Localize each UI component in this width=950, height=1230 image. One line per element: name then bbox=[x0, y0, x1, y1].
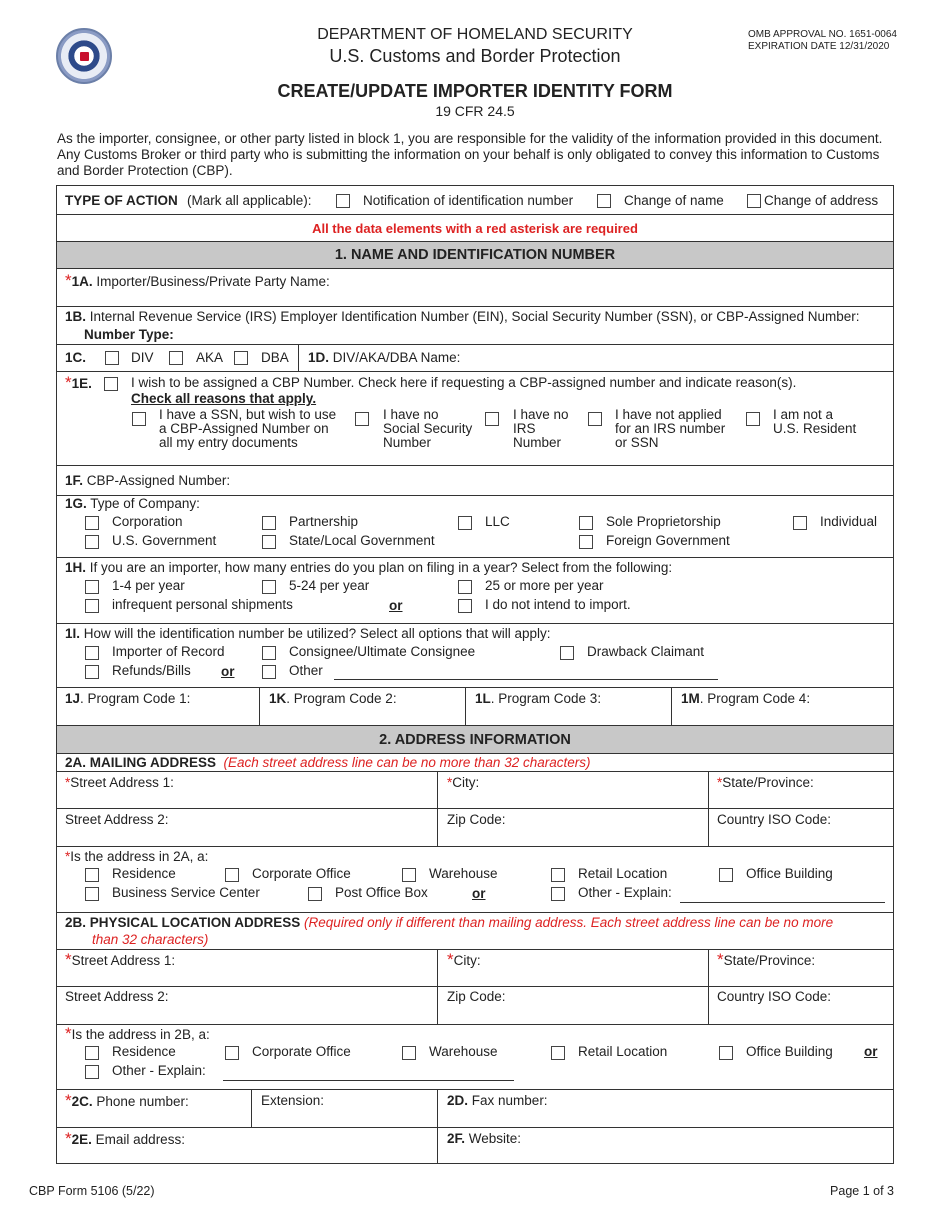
sole-proprietorship-label: Sole Proprietorship bbox=[606, 514, 721, 529]
infrequent-checkbox[interactable] bbox=[85, 599, 99, 613]
divider bbox=[437, 809, 438, 846]
aka-checkbox[interactable] bbox=[169, 351, 183, 365]
other-use-input[interactable] bbox=[334, 679, 718, 680]
field-2f-text: Website: bbox=[468, 1131, 522, 1146]
div-label: DIV bbox=[131, 350, 154, 365]
mailing-address-title: 2A. MAILING ADDRESS bbox=[65, 755, 217, 770]
entries-25-plus-checkbox[interactable] bbox=[458, 580, 472, 594]
expiration-date: EXPIRATION DATE 12/31/2020 bbox=[748, 41, 890, 52]
office-building-2b-label: Office Building bbox=[746, 1044, 833, 1059]
refunds-bills-checkbox[interactable] bbox=[85, 665, 99, 679]
physical-address-type bbox=[57, 1025, 893, 1090]
warehouse-label: Warehouse bbox=[429, 866, 498, 881]
reason-ssn-line: all my entry documents bbox=[159, 435, 298, 450]
reason-not-applied-line: I have not applied bbox=[615, 407, 722, 422]
llc-label: LLC bbox=[485, 514, 510, 529]
us-government-checkbox[interactable] bbox=[85, 535, 99, 549]
field-1k-text: . Program Code 2: bbox=[286, 691, 397, 706]
infrequent-label: infrequent personal shipments bbox=[112, 597, 293, 612]
entries-5-24-checkbox[interactable] bbox=[262, 580, 276, 594]
physical-city[interactable] bbox=[447, 950, 481, 969]
reason-no-irs-line: Number bbox=[513, 435, 562, 450]
reason-not-resident-label bbox=[773, 408, 856, 436]
field-1h bbox=[57, 558, 893, 624]
physical-address-note: than 32 characters) bbox=[92, 932, 209, 947]
retail-location-2b-label: Retail Location bbox=[578, 1044, 668, 1059]
no-import-checkbox[interactable] bbox=[458, 599, 472, 613]
field-1m-text: . Program Code 4: bbox=[699, 691, 811, 706]
divider bbox=[708, 950, 709, 986]
physical-street-1[interactable] bbox=[65, 950, 176, 969]
phone-field[interactable] bbox=[65, 1091, 189, 1110]
partnership-checkbox[interactable] bbox=[262, 516, 276, 530]
reason-not-resident-line: I am not a bbox=[773, 407, 834, 422]
required-asterisk: * bbox=[447, 775, 453, 790]
divider bbox=[437, 1090, 438, 1127]
physical-address-note: (Required only if different than mailing address. Each street address line can be no more bbox=[304, 915, 834, 930]
required-asterisk: * bbox=[65, 271, 72, 290]
extension-field[interactable]: Extension: bbox=[261, 1093, 325, 1108]
program-code-2[interactable] bbox=[269, 691, 397, 706]
required-asterisk: * bbox=[65, 775, 71, 790]
other-explain-checkbox[interactable] bbox=[551, 887, 565, 901]
divider bbox=[437, 1128, 438, 1164]
other-explain-2b-label: Other - Explain: bbox=[112, 1063, 206, 1078]
office-building-label: Office Building bbox=[746, 866, 833, 881]
reason-ssn-label bbox=[159, 408, 336, 450]
field-1l-code: 1L bbox=[475, 691, 491, 706]
change-name-label: Change of name bbox=[624, 193, 724, 208]
field-1b-code: 1B. bbox=[65, 309, 87, 324]
check-all-reasons: Check all reasons that apply. bbox=[131, 391, 317, 406]
email-website-row bbox=[57, 1128, 893, 1164]
reason-ssn-line: I have a SSN, but wish to use bbox=[159, 407, 337, 422]
residence-2b-label: Residence bbox=[112, 1044, 176, 1059]
mailing-state-label: State/Province: bbox=[722, 775, 814, 790]
type-of-action-row bbox=[57, 186, 893, 215]
reason-no-ssn-line: Social Security bbox=[383, 421, 473, 436]
drawback-label: Drawback Claimant bbox=[587, 644, 705, 659]
state-local-government-label: State/Local Government bbox=[289, 533, 435, 548]
field-1f-code: 1F. bbox=[65, 473, 84, 488]
reason-not-resident-line: U.S. Resident bbox=[773, 421, 857, 436]
residence-checkbox[interactable] bbox=[85, 868, 99, 882]
reason-no-irs-line: I have no bbox=[513, 407, 569, 422]
field-1e-code: 1E. bbox=[71, 376, 92, 391]
or-label: or bbox=[864, 1044, 878, 1059]
consignee-checkbox[interactable] bbox=[262, 646, 276, 660]
entries-1-4-checkbox[interactable] bbox=[85, 580, 99, 594]
field-1f[interactable] bbox=[57, 466, 893, 496]
program-code-3[interactable] bbox=[475, 691, 601, 706]
drawback-checkbox[interactable] bbox=[560, 646, 574, 660]
retail-location-label: Retail Location bbox=[578, 866, 668, 881]
mailing-street-1[interactable] bbox=[65, 775, 174, 790]
field-1h-text: If you are an importer, how many entries do you plan on filing in a year? Select from the following: bbox=[89, 560, 673, 575]
office-building-checkbox[interactable] bbox=[719, 868, 733, 882]
or-label: or bbox=[472, 886, 486, 901]
section-2-header bbox=[57, 726, 893, 754]
field-2e-text: Email address: bbox=[95, 1132, 185, 1147]
field-2f-code: 2F. bbox=[447, 1131, 466, 1146]
section-1-header bbox=[57, 242, 893, 269]
individual-label: Individual bbox=[820, 514, 878, 529]
residence-2b-checkbox[interactable] bbox=[85, 1046, 99, 1060]
field-1b[interactable] bbox=[57, 307, 893, 345]
field-1a-label bbox=[65, 271, 330, 290]
mailing-street-1-label: Street Address 1: bbox=[70, 775, 174, 790]
corporation-checkbox[interactable] bbox=[85, 516, 99, 530]
reason-no-ssn-line: Number bbox=[383, 435, 432, 450]
section-1-title: 1. NAME AND IDENTIFICATION NUMBER bbox=[334, 247, 616, 263]
physical-zip[interactable]: Zip Code: bbox=[447, 989, 506, 1004]
divider bbox=[671, 688, 672, 725]
is-2b-text: Is the address in 2B, a: bbox=[71, 1027, 210, 1042]
warehouse-2b-checkbox[interactable] bbox=[402, 1046, 416, 1060]
field-1b-label bbox=[65, 309, 860, 324]
field-1g bbox=[57, 496, 893, 558]
field-1a[interactable] bbox=[57, 269, 893, 307]
notification-checkbox[interactable] bbox=[336, 194, 350, 208]
form-title: CREATE/UPDATE IMPORTER IDENTITY FORM bbox=[277, 81, 673, 101]
is-2a-text: Is the address in 2A, a: bbox=[70, 849, 209, 864]
physical-state[interactable] bbox=[717, 950, 816, 969]
field-1k-code: 1K bbox=[269, 691, 287, 706]
warehouse-2b-label: Warehouse bbox=[429, 1044, 498, 1059]
mailing-state[interactable] bbox=[717, 775, 814, 790]
reason-no-irs-line: IRS bbox=[513, 421, 536, 436]
divider bbox=[437, 987, 438, 1024]
phone-fax-row bbox=[57, 1090, 893, 1128]
other-use-label: Other bbox=[289, 663, 323, 678]
or-label: or bbox=[221, 664, 235, 679]
form-table bbox=[56, 185, 894, 1164]
field-1c-1d bbox=[57, 345, 893, 372]
divider bbox=[465, 688, 466, 725]
field-1e bbox=[57, 372, 893, 466]
other-explain-label: Other - Explain: bbox=[578, 885, 672, 900]
required-asterisk: * bbox=[717, 950, 724, 969]
physical-street-1-label: Street Address 1: bbox=[71, 953, 176, 968]
department-name: DEPARTMENT OF HOMELAND SECURITY bbox=[317, 26, 633, 43]
agency-name: U.S. Customs and Border Protection bbox=[329, 46, 621, 66]
other-explain-2b-input[interactable] bbox=[223, 1080, 514, 1081]
corporate-office-2b-label: Corporate Office bbox=[252, 1044, 351, 1059]
field-2d-code: 2D. bbox=[447, 1093, 469, 1108]
change-address-label: Change of address bbox=[764, 193, 879, 208]
other-explain-2b-checkbox[interactable] bbox=[85, 1065, 99, 1079]
field-1a-code: 1A. bbox=[71, 274, 93, 289]
divider bbox=[251, 1090, 252, 1127]
field-1e-text: I wish to be assigned a CBP Number. Check here if requesting a CBP-assigned number and indicate reason(s). bbox=[131, 375, 797, 390]
required-asterisk: * bbox=[65, 1129, 72, 1148]
website-field[interactable] bbox=[447, 1131, 521, 1146]
field-1i-text: How will the identification number be utilized? Select all options that will apply: bbox=[83, 626, 551, 641]
aka-label: AKA bbox=[196, 350, 224, 365]
business-service-center-label: Business Service Center bbox=[112, 885, 260, 900]
dba-label: DBA bbox=[261, 350, 289, 365]
field-1f-label bbox=[65, 473, 230, 488]
us-government-label: U.S. Government bbox=[112, 533, 217, 548]
divider bbox=[259, 688, 260, 725]
entries-1-4-label: 1-4 per year bbox=[112, 578, 185, 593]
fax-field[interactable] bbox=[447, 1093, 548, 1108]
warehouse-checkbox[interactable] bbox=[402, 868, 416, 882]
no-import-label: I do not intend to import. bbox=[485, 597, 631, 612]
required-asterisk: * bbox=[65, 950, 72, 969]
field-1d-code: 1D. bbox=[308, 350, 330, 365]
field-2e-code: 2E. bbox=[71, 1132, 92, 1147]
divider bbox=[298, 345, 299, 371]
retail-location-checkbox[interactable] bbox=[551, 868, 565, 882]
mailing-address-note: (Each street address line can be no more than 32 characters) bbox=[223, 755, 591, 770]
program-code-4[interactable] bbox=[681, 691, 810, 706]
program-code-1[interactable] bbox=[65, 691, 190, 706]
dba-checkbox[interactable] bbox=[234, 351, 248, 365]
reason-ssn-line: a CBP-Assigned Number on bbox=[159, 421, 329, 436]
omb-number: OMB APPROVAL NO. 1651-0064 bbox=[748, 29, 897, 40]
divider bbox=[708, 809, 709, 846]
consignee-label: Consignee/Ultimate Consignee bbox=[289, 644, 476, 659]
required-note: All the data elements with a red asterisk are required bbox=[312, 221, 638, 236]
field-1a-text: Importer/Business/Private Party Name: bbox=[96, 274, 330, 289]
physical-address-title: 2B. PHYSICAL LOCATION ADDRESS bbox=[65, 915, 301, 930]
importer-of-record-label: Importer of Record bbox=[112, 644, 225, 659]
field-1i bbox=[57, 624, 893, 688]
retail-location-2b-checkbox[interactable] bbox=[551, 1046, 565, 1060]
required-asterisk: * bbox=[65, 1091, 72, 1110]
corporation-label: Corporation bbox=[112, 514, 183, 529]
mailing-city-label: City: bbox=[452, 775, 480, 790]
required-asterisk: * bbox=[65, 373, 72, 392]
reason-ssn-checkbox[interactable] bbox=[132, 412, 146, 426]
is-2b-label bbox=[65, 1024, 210, 1043]
refunds-bills-label: Refunds/Bills bbox=[112, 663, 191, 678]
request-cbp-number-checkbox[interactable] bbox=[104, 377, 118, 391]
field-1i-label bbox=[65, 626, 551, 641]
individual-checkbox[interactable] bbox=[793, 516, 807, 530]
field-1h-code: 1H. bbox=[65, 560, 87, 575]
field-1d-text: DIV/AKA/DBA Name: bbox=[332, 350, 461, 365]
field-1i-code: 1I. bbox=[65, 626, 81, 641]
field-2c-code: 2C. bbox=[71, 1094, 93, 1109]
field-1j-code: 1J bbox=[65, 691, 81, 706]
required-asterisk: * bbox=[65, 849, 71, 864]
reason-not-applied-line: or SSN bbox=[615, 435, 659, 450]
entries-25-plus-label: 25 or more per year bbox=[485, 578, 604, 593]
mailing-zip[interactable]: Zip Code: bbox=[447, 812, 506, 827]
field-2c-text: Phone number: bbox=[96, 1094, 189, 1109]
field-1b-text: Internal Revenue Service (IRS) Employer Identification Number (EIN), Social Security Number (SSN), or CBP-Assigned Number: bbox=[89, 309, 860, 324]
llc-checkbox[interactable] bbox=[458, 516, 472, 530]
other-explain-input[interactable] bbox=[680, 902, 885, 903]
mailing-street-2[interactable]: Street Address 2: bbox=[65, 812, 169, 827]
reason-no-irs-checkbox[interactable] bbox=[485, 412, 499, 426]
reason-no-ssn-checkbox[interactable] bbox=[355, 412, 369, 426]
divider bbox=[708, 772, 709, 808]
reason-no-ssn-label bbox=[383, 408, 472, 450]
reason-no-ssn-line: I have no bbox=[383, 407, 439, 422]
field-1f-text: CBP-Assigned Number: bbox=[86, 473, 231, 488]
foreign-government-checkbox[interactable] bbox=[579, 535, 593, 549]
divider bbox=[437, 950, 438, 986]
intro-text: As the importer, consignee, or other party listed in block 1, you are responsible for the validity of the information provided in this document. Any Customs Broker or third party who is submitting the information on your behalf is only obligated to convey this information to Customs and Border Protection (CBP). bbox=[57, 131, 883, 178]
reason-no-irs-label bbox=[513, 408, 569, 450]
type-of-action-hint: (Mark all applicable): bbox=[187, 193, 312, 208]
div-checkbox[interactable] bbox=[105, 351, 119, 365]
physical-street-2[interactable]: Street Address 2: bbox=[65, 989, 169, 1004]
sole-proprietorship-checkbox[interactable] bbox=[579, 516, 593, 530]
post-office-box-checkbox[interactable] bbox=[308, 887, 322, 901]
field-1c-code: 1C. bbox=[65, 350, 87, 365]
field-1g-text: Type of Company: bbox=[90, 496, 200, 511]
field-1j-text: . Program Code 1: bbox=[80, 691, 191, 706]
other-use-checkbox[interactable] bbox=[262, 665, 276, 679]
field-1g-code: 1G. bbox=[65, 496, 87, 511]
number-type-label: Number Type: bbox=[84, 327, 174, 342]
email-field[interactable] bbox=[65, 1129, 185, 1148]
section-2-title: 2. ADDRESS INFORMATION bbox=[379, 732, 571, 748]
mailing-city[interactable] bbox=[447, 775, 479, 790]
field-1l-text: . Program Code 3: bbox=[490, 691, 602, 706]
field-2d-text: Fax number: bbox=[471, 1093, 548, 1108]
mailing-country[interactable]: Country ISO Code: bbox=[717, 812, 832, 827]
or-label: or bbox=[389, 598, 403, 613]
physical-city-label: City: bbox=[453, 953, 481, 968]
reason-not-applied-label bbox=[615, 408, 725, 450]
physical-country[interactable]: Country ISO Code: bbox=[717, 989, 832, 1004]
divider bbox=[708, 987, 709, 1024]
change-address-checkbox[interactable] bbox=[747, 194, 761, 208]
reason-not-resident-checkbox[interactable] bbox=[746, 412, 760, 426]
notification-label: Notification of identification number bbox=[363, 193, 574, 208]
divider bbox=[437, 772, 438, 808]
corporate-office-label: Corporate Office bbox=[252, 866, 351, 881]
field-1d-label[interactable] bbox=[308, 350, 460, 365]
mailing-address-heading bbox=[65, 755, 590, 770]
required-asterisk: * bbox=[65, 1024, 72, 1043]
mailing-address-type bbox=[57, 847, 893, 913]
program-codes-row bbox=[57, 688, 893, 726]
importer-of-record-checkbox[interactable] bbox=[85, 646, 99, 660]
business-service-center-checkbox[interactable] bbox=[85, 887, 99, 901]
state-local-government-checkbox[interactable] bbox=[262, 535, 276, 549]
field-1e-code-wrap bbox=[65, 373, 92, 392]
required-asterisk: * bbox=[447, 950, 454, 969]
corporate-office-2b-checkbox[interactable] bbox=[225, 1046, 239, 1060]
reason-not-applied-line: for an IRS number bbox=[615, 421, 726, 436]
residence-label: Residence bbox=[112, 866, 176, 881]
foreign-government-label: Foreign Government bbox=[606, 533, 730, 548]
field-1m-code: 1M bbox=[681, 691, 700, 706]
physical-address-row-2 bbox=[57, 987, 893, 1025]
page-number: Page 1 of 3 bbox=[830, 1184, 894, 1198]
omb-approval bbox=[748, 29, 897, 53]
office-building-2b-checkbox[interactable] bbox=[719, 1046, 733, 1060]
physical-address-heading bbox=[65, 914, 833, 948]
physical-state-label: State/Province: bbox=[723, 953, 816, 968]
cfr-reference: 19 CFR 24.5 bbox=[435, 103, 515, 119]
form-number: CBP Form 5106 (5/22) bbox=[29, 1184, 155, 1198]
required-asterisk: * bbox=[717, 775, 723, 790]
field-1h-label bbox=[65, 560, 672, 575]
corporate-office-checkbox[interactable] bbox=[225, 868, 239, 882]
field-1g-label bbox=[65, 496, 200, 511]
mailing-address-row-1 bbox=[57, 771, 893, 809]
post-office-box-label: Post Office Box bbox=[335, 885, 428, 900]
type-of-action-label: TYPE OF ACTION bbox=[65, 193, 178, 208]
reason-not-applied-checkbox[interactable] bbox=[588, 412, 602, 426]
required-note-row bbox=[57, 215, 893, 242]
mailing-address-row-2 bbox=[57, 809, 893, 847]
change-name-checkbox[interactable] bbox=[597, 194, 611, 208]
is-2a-label bbox=[65, 849, 208, 864]
physical-address-row-1 bbox=[57, 949, 893, 987]
entries-5-24-label: 5-24 per year bbox=[289, 578, 370, 593]
partnership-label: Partnership bbox=[289, 514, 359, 529]
